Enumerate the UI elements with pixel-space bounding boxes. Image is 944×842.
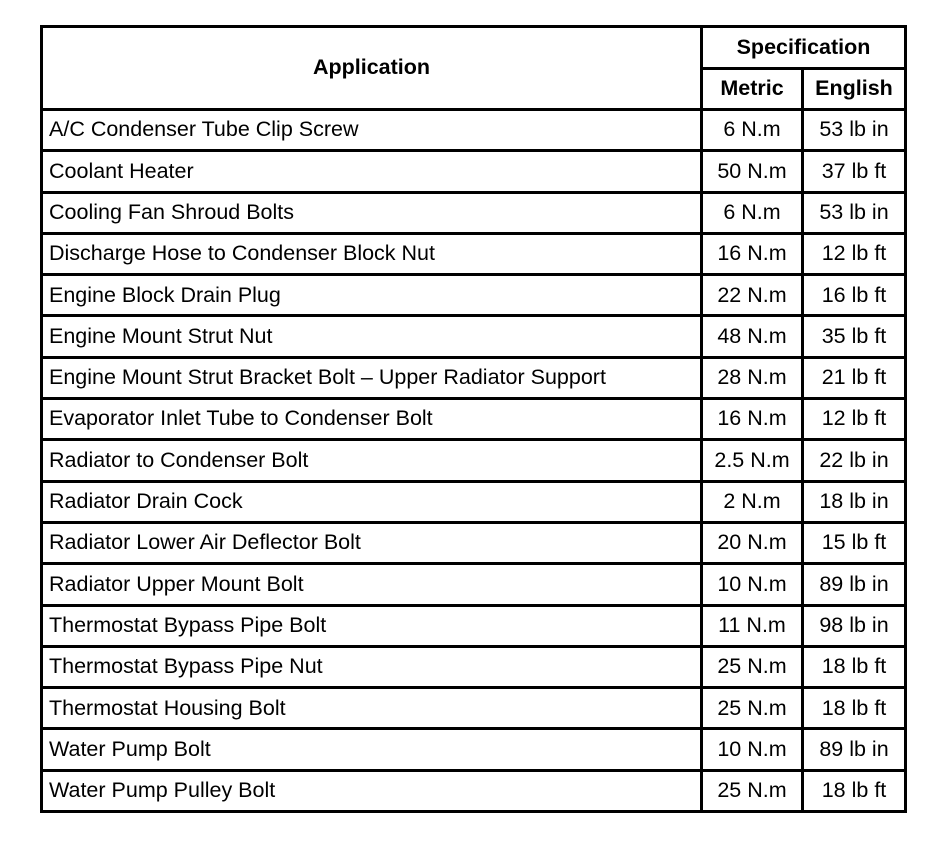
table-row xyxy=(42,357,906,398)
english-cell: 18 lb ft xyxy=(803,770,906,811)
metric-cell: 28 N.m xyxy=(702,357,803,398)
metric-header: Metric xyxy=(702,69,803,110)
application-cell: Radiator to Condenser Bolt xyxy=(42,440,702,481)
metric-cell: 6 N.m xyxy=(702,110,803,151)
metric-cell: 6 N.m xyxy=(702,192,803,233)
application-cell: Evaporator Inlet Tube to Condenser Bolt xyxy=(42,399,702,440)
metric-cell: 11 N.m xyxy=(702,605,803,646)
application-cell: A/C Condenser Tube Clip Screw xyxy=(42,110,702,151)
english-cell: 12 lb ft xyxy=(803,399,906,440)
english-cell: 35 lb ft xyxy=(803,316,906,357)
metric-cell: 16 N.m xyxy=(702,233,803,274)
table-body xyxy=(42,110,906,812)
fastener-specification-table xyxy=(40,25,907,813)
metric-cell: 22 N.m xyxy=(702,275,803,316)
english-cell: 18 lb ft xyxy=(803,688,906,729)
table-row xyxy=(42,729,906,770)
english-cell: 89 lb in xyxy=(803,729,906,770)
application-header: Application xyxy=(42,27,702,110)
application-cell: Thermostat Bypass Pipe Nut xyxy=(42,646,702,687)
english-cell: 98 lb in xyxy=(803,605,906,646)
table-row xyxy=(42,522,906,563)
table-row xyxy=(42,481,906,522)
table-row xyxy=(42,688,906,729)
english-cell: 21 lb ft xyxy=(803,357,906,398)
application-cell: Radiator Drain Cock xyxy=(42,481,702,522)
metric-cell: 48 N.m xyxy=(702,316,803,357)
metric-cell: 20 N.m xyxy=(702,522,803,563)
english-cell: 18 lb ft xyxy=(803,646,906,687)
specification-header: Specification xyxy=(702,27,906,69)
application-cell: Radiator Upper Mount Bolt xyxy=(42,564,702,605)
english-cell: 22 lb in xyxy=(803,440,906,481)
table-row xyxy=(42,192,906,233)
table-row xyxy=(42,399,906,440)
application-cell: Thermostat Housing Bolt xyxy=(42,688,702,729)
table-row xyxy=(42,646,906,687)
table-row xyxy=(42,275,906,316)
english-cell: 53 lb in xyxy=(803,192,906,233)
english-header: English xyxy=(803,69,906,110)
application-cell: Coolant Heater xyxy=(42,151,702,192)
metric-cell: 16 N.m xyxy=(702,399,803,440)
table-row xyxy=(42,151,906,192)
table-row xyxy=(42,110,906,151)
application-cell: Cooling Fan Shroud Bolts xyxy=(42,192,702,233)
english-cell: 53 lb in xyxy=(803,110,906,151)
english-cell: 12 lb ft xyxy=(803,233,906,274)
application-cell: Water Pump Pulley Bolt xyxy=(42,770,702,811)
metric-cell: 25 N.m xyxy=(702,770,803,811)
english-cell: 18 lb in xyxy=(803,481,906,522)
application-cell: Water Pump Bolt xyxy=(42,729,702,770)
application-cell: Radiator Lower Air Deflector Bolt xyxy=(42,522,702,563)
application-cell: Engine Block Drain Plug xyxy=(42,275,702,316)
metric-cell: 10 N.m xyxy=(702,729,803,770)
application-cell: Discharge Hose to Condenser Block Nut xyxy=(42,233,702,274)
table-row xyxy=(42,440,906,481)
metric-cell: 25 N.m xyxy=(702,646,803,687)
table-row xyxy=(42,605,906,646)
application-cell: Engine Mount Strut Bracket Bolt – Upper Radiator Support xyxy=(42,357,702,398)
metric-cell: 50 N.m xyxy=(702,151,803,192)
metric-cell: 2.5 N.m xyxy=(702,440,803,481)
english-cell: 89 lb in xyxy=(803,564,906,605)
english-cell: 15 lb ft xyxy=(803,522,906,563)
table-row xyxy=(42,770,906,811)
metric-cell: 10 N.m xyxy=(702,564,803,605)
application-cell: Engine Mount Strut Nut xyxy=(42,316,702,357)
english-cell: 37 lb ft xyxy=(803,151,906,192)
table-row xyxy=(42,233,906,274)
metric-cell: 25 N.m xyxy=(702,688,803,729)
metric-cell: 2 N.m xyxy=(702,481,803,522)
english-cell: 16 lb ft xyxy=(803,275,906,316)
application-cell: Thermostat Bypass Pipe Bolt xyxy=(42,605,702,646)
table-row xyxy=(42,316,906,357)
table-row xyxy=(42,564,906,605)
